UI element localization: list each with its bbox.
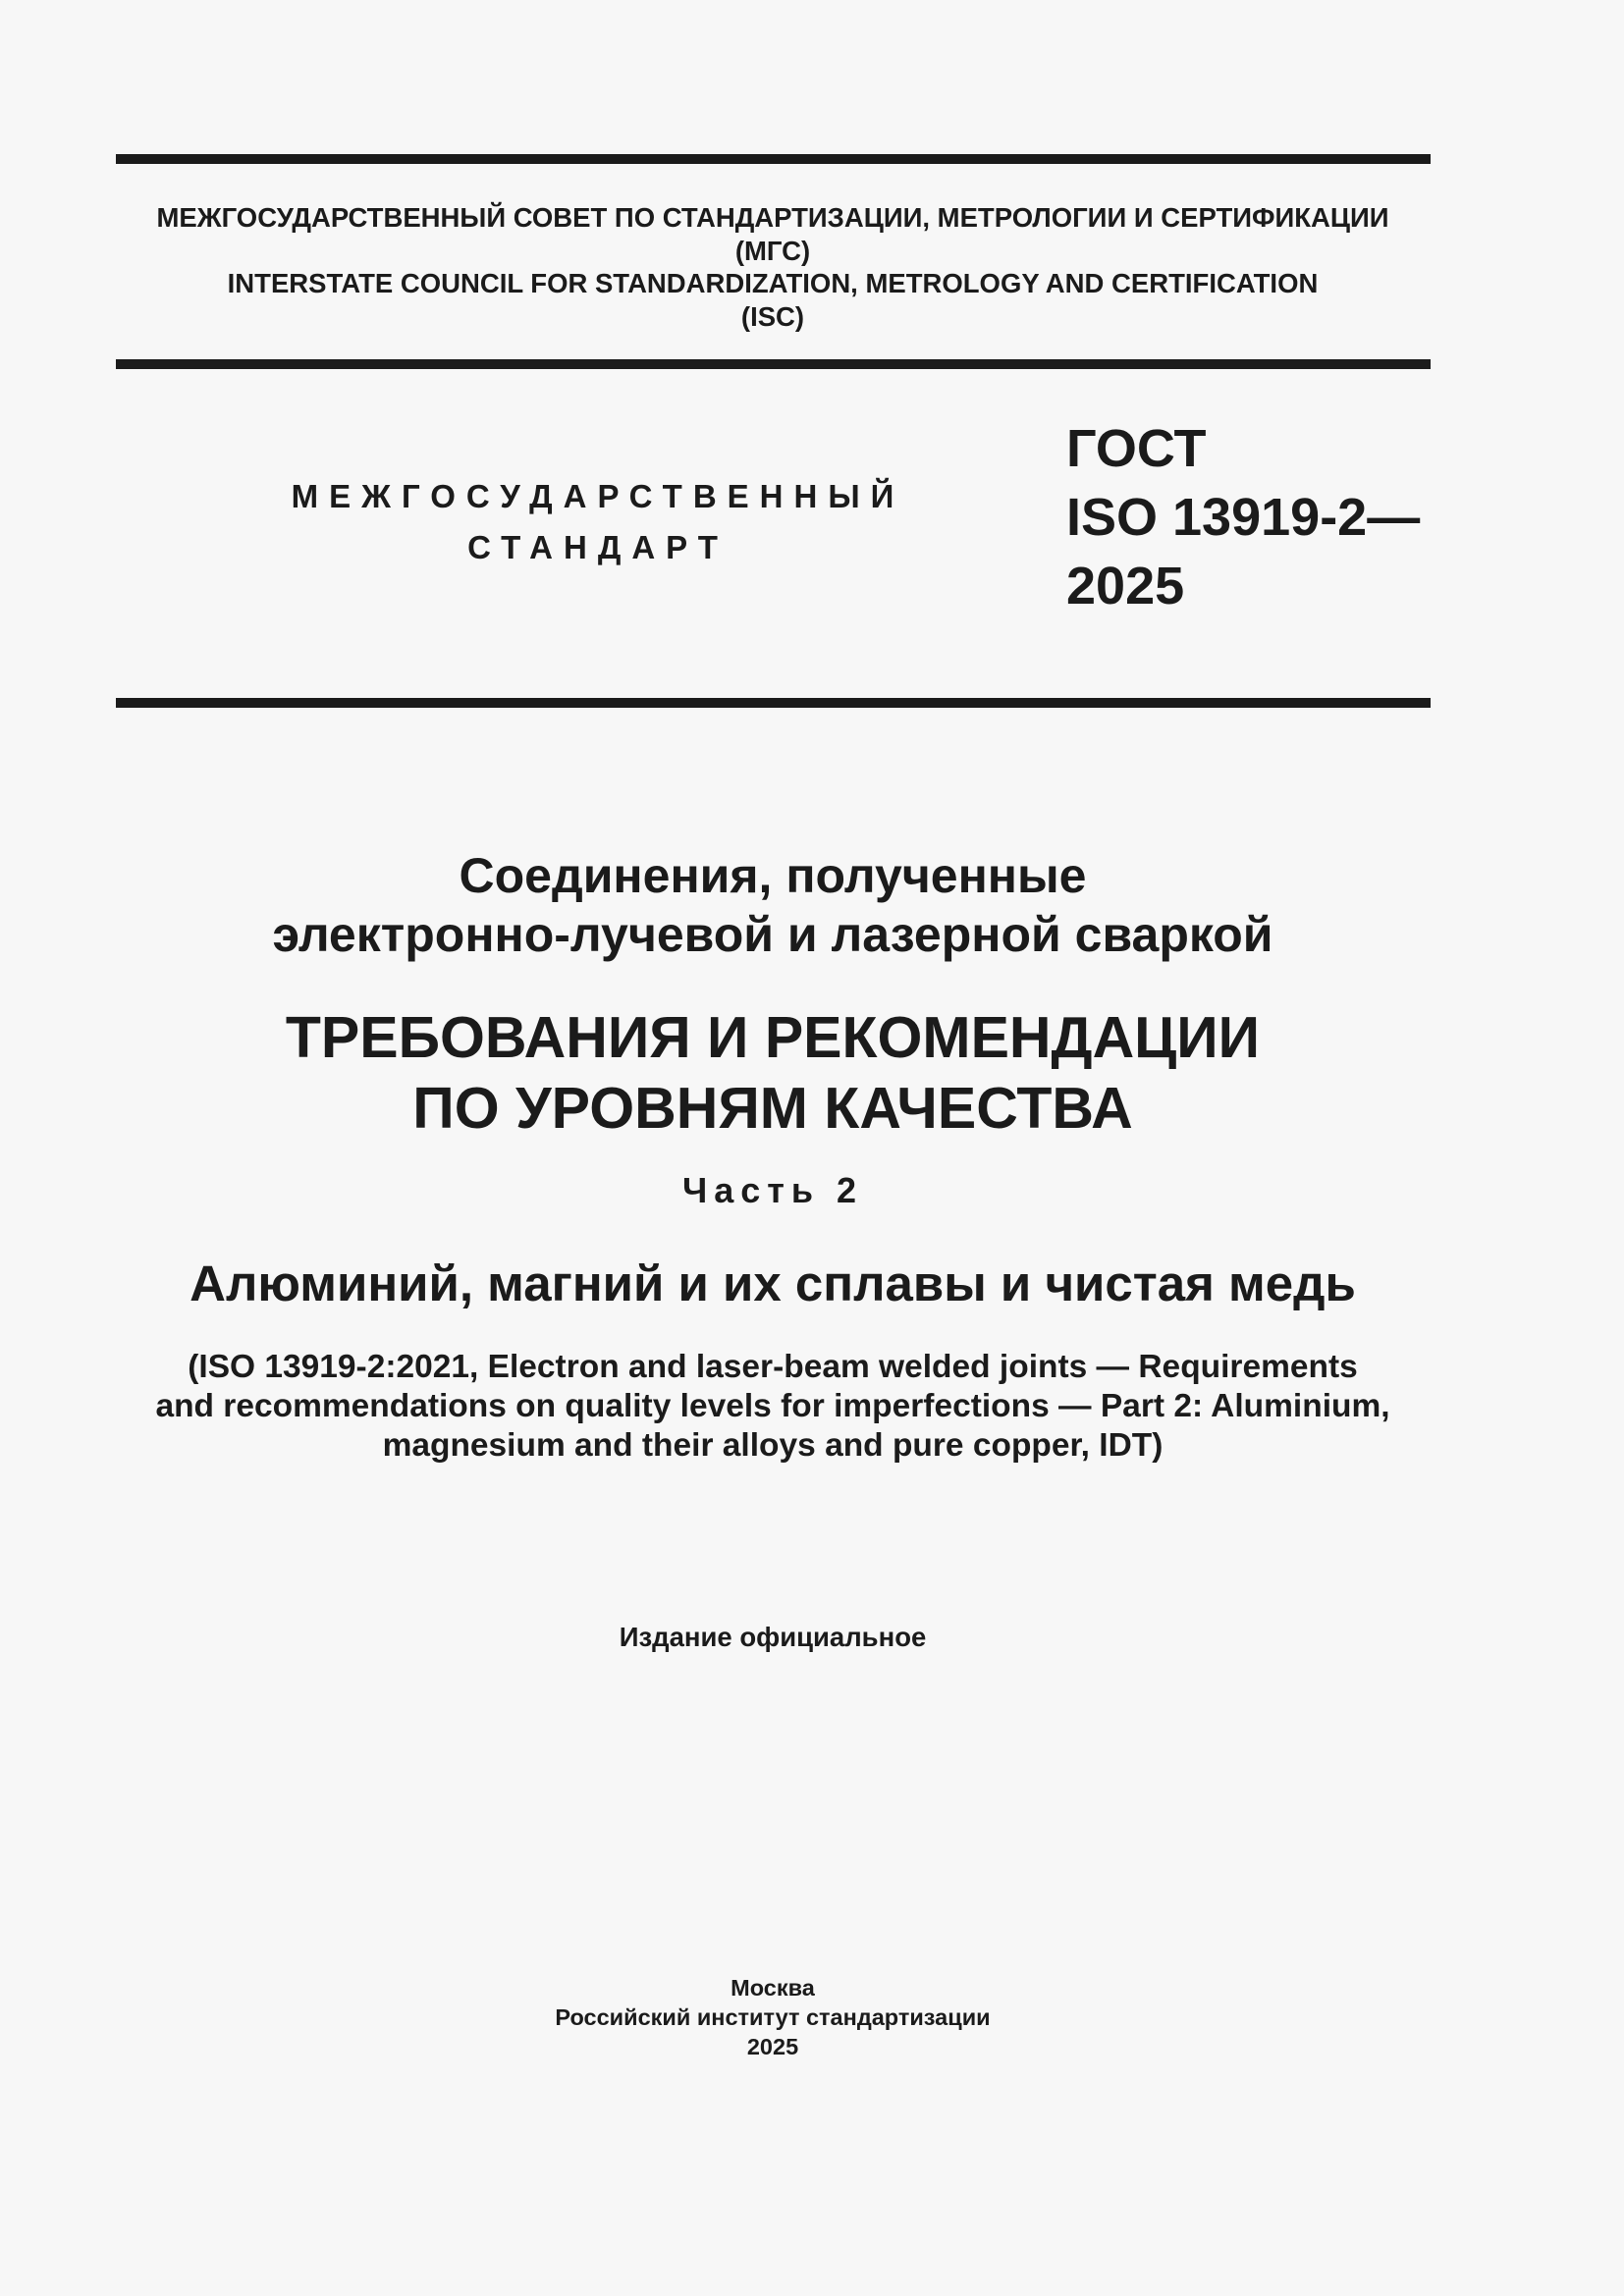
title-intro-line2: электронно-лучевой и лазерной сваркой — [272, 907, 1273, 962]
iso-reference-line2: and recommendations on quality levels for imperfections — Part 2: Aluminium, — [155, 1388, 1390, 1424]
designation-line3: 2025 — [1066, 557, 1185, 615]
edition-label: Издание официальное — [619, 1622, 927, 1652]
part-subtitle: Алюминий, магний и их сплавы и чистая медь — [189, 1255, 1356, 1311]
council-header — [0, 201, 1545, 333]
council-ru-abbr: (МГС) — [734, 235, 811, 266]
council-ru-name: МЕЖГОСУДАРСТВЕННЫЙ СОВЕТ ПО СТАНДАРТИЗАЦИИ, МЕТРОЛОГИИ И СЕРТИФИКАЦИИ — [156, 202, 1389, 233]
publisher-institute: Российский институт стандартизации — [555, 2004, 991, 2030]
standard-kind-line1: МЕЖГОСУДАРСТВЕННЫЙ — [291, 478, 905, 514]
title-main-line1: ТРЕБОВАНИЯ И РЕКОМЕНДАЦИИ — [285, 1005, 1261, 1070]
standard-designation — [1066, 414, 1420, 620]
publisher-block — [0, 1973, 1545, 2061]
title-intro-line1: Соединения, полученные — [459, 848, 1087, 903]
publisher-year: 2025 — [746, 2034, 799, 2059]
designation-bottom-rule — [116, 698, 1431, 708]
iso-reference-line3: magnesium and their alloys and pure copper, IDT) — [382, 1427, 1164, 1464]
council-en-abbr: (ISC) — [740, 300, 805, 332]
title-main-line2: ПО УРОВНЯМ КАЧЕСТВА — [412, 1076, 1133, 1141]
council-bottom-rule — [116, 359, 1431, 369]
designation-line2: ISO 13919-2— — [1066, 488, 1421, 547]
title-main — [0, 1002, 1545, 1144]
council-en-name: INTERSTATE COUNCIL FOR STANDARDIZATION, METROLOGY AND CERTIFICATION — [227, 268, 1319, 298]
title-intro — [0, 846, 1545, 964]
standard-kind-line2: СТАНДАРТ — [467, 529, 729, 565]
designation-line1: ГОСТ — [1066, 419, 1207, 478]
iso-reference — [0, 1348, 1545, 1466]
standard-kind — [196, 471, 1000, 573]
top-rule — [116, 154, 1431, 164]
publisher-city: Москва — [731, 1975, 815, 2001]
iso-reference-line1: (ISO 13919-2:2021, Electron and laser-beam welded joints — Requirements — [188, 1349, 1358, 1385]
part-number: Часть 2 — [681, 1170, 864, 1210]
